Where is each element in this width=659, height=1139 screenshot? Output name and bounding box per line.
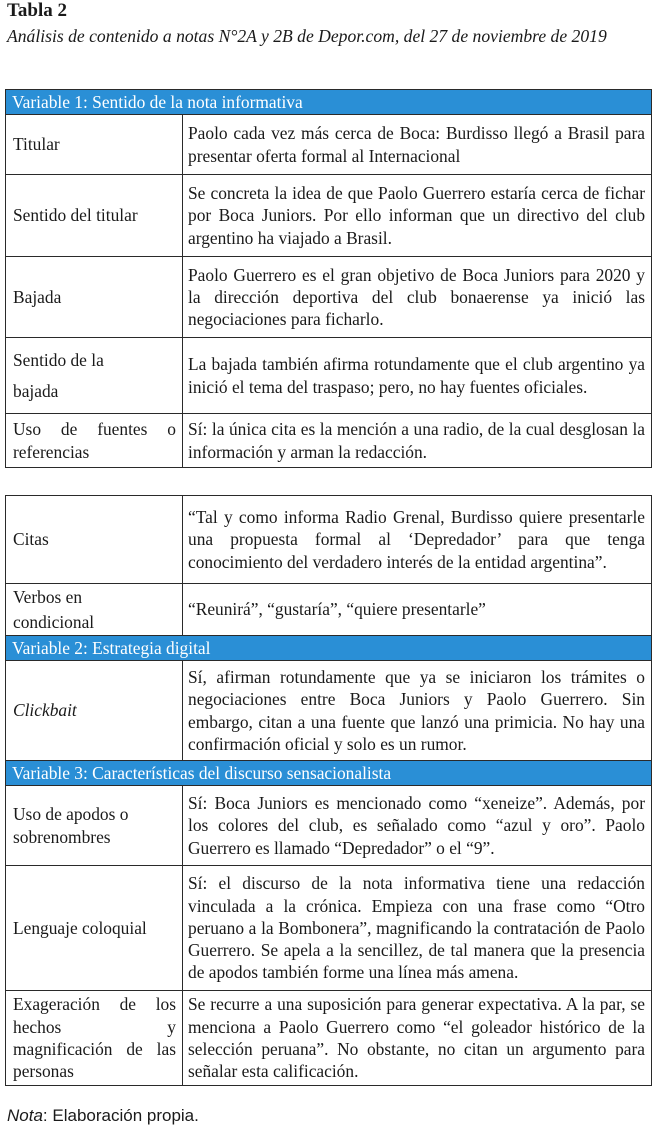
row-label-bajada: Bajada <box>6 257 183 338</box>
row-label-line: Verbos en <box>13 586 83 607</box>
row-label-sentido-titular: Sentido del titular <box>6 175 183 257</box>
table-subtitle: Análisis de contenido a notas N°2A y 2B de Depor.com, del 27 de noviembre de 2019 <box>7 26 607 46</box>
row-label-verbos <box>6 584 183 636</box>
row-label-text: Uso de fuentes o referencias <box>13 419 176 462</box>
table-row <box>6 661 652 761</box>
row-text-apodos: Sí: Boca Juniors es mencionado como “xeneize”. Además, por los colores del club, es señalado como “azul y oro”. Paolo Guerrero es llamado “Depredador” o el “9”. <box>183 786 652 866</box>
variable1-header: Variable 1: Sentido de la nota informativa <box>6 90 652 115</box>
row-label-citas: Citas <box>6 496 183 584</box>
row-text-verbos: “Reunirá”, “gustaría”, “quiere presentarle” <box>183 584 652 636</box>
table-row <box>6 175 652 257</box>
row-label-sentido-bajada <box>6 338 183 414</box>
content-analysis-table-part1 <box>5 89 652 468</box>
table-row <box>6 257 652 338</box>
row-label-uso-fuentes <box>6 414 183 468</box>
row-text-lenguaje: Sí: el discurso de la nota informativa tiene una redacción vinculada a la crónica. Empieza con una frase como “Otro peruano a la Bombonera”, magnificando la contratación de Paolo Guerrero. Se apela a la sencillez, de tal manera que la presencia de apodos también forme una línea más amena. <box>183 866 652 991</box>
row-text-exageracion: Se recurre a una suposición para generar expectativa. A la par, se menciona a Paolo Guerrero como “el goleador histórico de la selección peruana”. No obstante, no citan un argumento para señalar esta calificación. <box>183 991 652 1086</box>
note-text: : Elaboración propia. <box>42 1106 199 1125</box>
row-label-clickbait: Clickbait <box>6 661 183 761</box>
variable2-header: Variable 2: Estrategia digital <box>6 636 652 661</box>
row-label-line: Sentido de la <box>13 349 104 370</box>
note-label: Nota <box>7 1106 43 1125</box>
row-label-line: bajada <box>13 381 59 402</box>
row-text-titular: Paolo cada vez más cerca de Boca: Burdisso llegó a Brasil para presentar oferta formal al Internacional <box>183 115 652 175</box>
row-text-sentido-titular: Se concreta la idea de que Paolo Guerrero estaría cerca de fichar por Boca Juniors. Por ello informan que un directivo del club argentino ha viajado a Brasil. <box>183 175 652 257</box>
row-label-apodos: Uso de apodos o sobrenombres <box>6 786 183 866</box>
variable3-header-row <box>6 761 652 786</box>
row-label-lenguaje: Lenguaje coloquial <box>6 866 183 991</box>
table-note <box>7 1106 199 1126</box>
row-label-titular: Titular <box>6 115 183 175</box>
table-title: Tabla 2 <box>7 0 68 21</box>
row-text-bajada: Paolo Guerrero es el gran objetivo de Boca Juniors para 2020 y la dirección deportiva del club bonaerense ya inició las negociaciones para ficharlo. <box>183 257 652 338</box>
row-text-clickbait: Sí, afirman rotundamente que ya se iniciaron los trámites o negociaciones entre Boca Juniors y Paolo Guerrero. Sin embargo, citan a una fuente que lanzó una primicia. No hay una confirmación oficial y solo es un rumor. <box>183 661 652 761</box>
table-row <box>6 496 652 584</box>
variable1-header-row <box>6 90 652 115</box>
row-text-uso-fuentes: Sí: la única cita es la mención a una radio, de la cual desglosan la información y arman la redacción. <box>183 414 652 468</box>
row-label-text: Exageración de los hechos y magnificación de las personas <box>13 994 176 1082</box>
content-analysis-table-part2 <box>5 495 652 1086</box>
variable3-header: Variable 3: Características del discurso sensacionalista <box>6 761 652 786</box>
row-text-citas: “Tal y como informa Radio Grenal, Burdisso quiere presentarle una propuesta formal al ‘Depredador’ para que tenga conocimiento del verdadero interés de la entidad argentina”. <box>183 496 652 584</box>
row-label-exageracion <box>6 991 183 1086</box>
variable2-header-row <box>6 636 652 661</box>
row-label-line: condicional <box>13 612 95 633</box>
table-row <box>6 786 652 866</box>
table-row <box>6 414 652 468</box>
table-row <box>6 991 652 1086</box>
row-text-sentido-bajada: La bajada también afirma rotundamente que el club argentino ya inició el tema del traspaso; pero, no hay fuentes oficiales. <box>183 338 652 414</box>
table-row <box>6 115 652 175</box>
table-row <box>6 338 652 414</box>
table-row <box>6 866 652 991</box>
table-row <box>6 584 652 636</box>
